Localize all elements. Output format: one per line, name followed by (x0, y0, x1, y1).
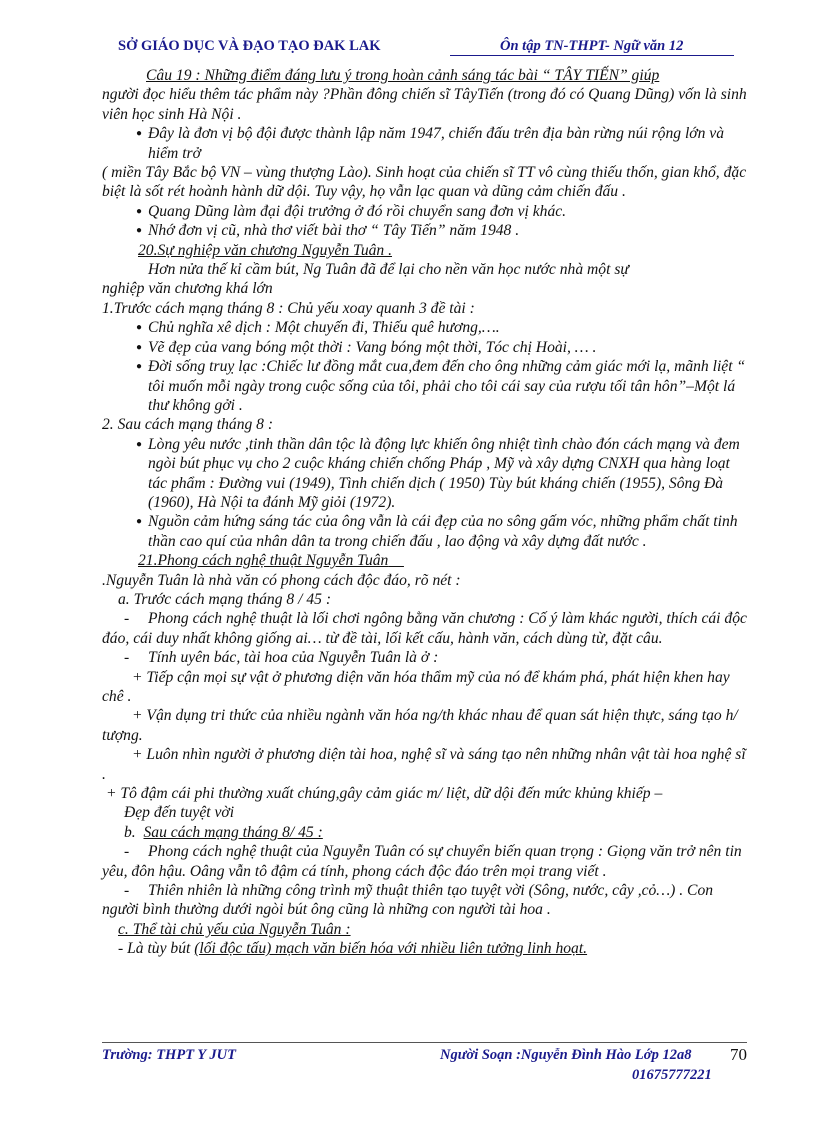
page-number: 70 (730, 1045, 747, 1064)
q20-s2-bullet-1: ● Lòng yêu nước ,tinh thần dân tộc là động lực khiến ông nhiệt tình chào đón cách mạng và đem ngòi bút phục vụ cho 2 cuộc kháng chiến chống Pháp , Mỹ và xây dựng CNXH qua hàng loạt tác phẩm : Đường vui (1949), Tình chiến dịch ( 1950) Tùy bút kháng chiến (1955), Sông Đà (1960), Hà Nội ta đánh Mỹ giỏi (1972). (102, 435, 747, 513)
q20-section-1: 1.Trước cách mạng tháng 8 : Chủ yếu xoay quanh 3 đề tài : (102, 299, 475, 317)
header-subject: Ôn tập TN-THPT- Ngữ văn 12 (450, 38, 734, 56)
q20-intro-line-2: nghiệp văn chương khá lớn (102, 280, 273, 298)
q21-section-c: c. Thể tài chủ yếu của Nguyễn Tuân : (118, 920, 351, 938)
footer-author: Người Soạn :Nguyễn Đình Hào Lớp 12a8 (440, 1047, 692, 1063)
q20-s2-bullet-2: ● Nguồn cảm hứng sáng tác của ông vẫn là cái đẹp của no sông gấm vóc, những phẩm chất tinh thần cao quí của nhân dân ta trong chiến đấu , lao động và xây dựng đất nước . (102, 512, 747, 551)
q21-section-a: a. Trước cách mạng tháng 8 / 45 : (118, 590, 332, 608)
q21-intro: .Nguyễn Tuân là nhà văn có phong cách độc đáo, rõ nét : (102, 571, 461, 589)
document-body (102, 66, 747, 959)
footer-rule (102, 1042, 747, 1043)
q21-a-plus-1: + Tiếp cận mọi sự vật ở phương diện văn hóa thẩm mỹ của nó để khám phá, phát hiện khen hay chê . (102, 668, 730, 705)
q19-title: Câu 19 : Những điểm đáng lưu ý trong hoàn cảnh sáng tác bài “ TÂY TIẾN” giúp (146, 67, 660, 84)
q21-a-plus-2: + Vận dụng tri thức của nhiều ngành văn hóa ng/th khác nhau để quan sát hiện thực, sáng tạo h/ tượng. (102, 707, 738, 744)
q21-b-dash-2: - Thiên nhiên là những công trình mỹ thuật thiên tạo tuyệt vời (Sông, nước, cây ,cỏ…) . Con người bình thường dưới ngòi bút ông cũng là những con người tài hoa . (102, 882, 714, 919)
q21-a-dash-1: - Phong cách nghệ thuật là lối chơi ngông bằng văn chương : Cố ý làm khác người, thích cái độc đáo, cái duy nhất không giống ai… từ đề tài, lối kết cấu, hành văn, cách dùng từ, đặt câu. (102, 610, 747, 647)
q21-section-b: b. Sau cách mạng tháng 8/ 45 : (124, 823, 323, 841)
q20-section-2: 2. Sau cách mạng tháng 8 : (102, 416, 274, 434)
q20-intro (102, 260, 747, 279)
q19-bullet-1: ● Đây là đơn vị bộ đội được thành lập năm 1947, chiến đấu trên địa bàn rừng núi rộng lớn và hiểm trở (102, 124, 747, 163)
q19-bullet-2: ● Quang Dũng làm đại đội trưởng ở đó rồi chuyển sang đơn vị khác. (102, 202, 747, 221)
header-organization: SỞ GIÁO DỤC VÀ ĐẠO TẠO ĐAK LAK (118, 38, 381, 54)
q21-b-dash-1: - Phong cách nghệ thuật của Nguyễn Tuân có sự chuyển biến quan trọng : Giọng văn trở nên tin yêu, đôn hậu. Oâng vẫn tô đậm cá tính, phong cách độc đáo trên mọi trang viết . (102, 843, 742, 880)
q21-a-dash-2: - Tính uyên bác, tài hoa của Nguyễn Tuân là ở : (102, 648, 747, 667)
q20-s1-bullet-3: ● Đời sống truỵ lạc :Chiếc lư đồng mắt cua,đem đến cho ông những cảm giác mới lạ, mãnh liệt “ tôi muốn mỗi ngày trong cuộc sống của tôi, phải cho tôi cái say của rượu tối tân hôn”–Một lá thư không gởi . (102, 357, 747, 415)
footer-phone: 01675777221 (632, 1067, 712, 1083)
q20-s1-bullet-1: ● Chủ nghĩa xê dịch : Một chuyến đi, Thiếu quê hương,…. (102, 318, 747, 337)
q19-paragraph: ( miền Tây Bắc bộ VN – vùng thượng Lào). Sinh hoạt của chiến sĩ TT vô cùng thiếu thốn, gian khổ, đặc biệt là sốt rét hoành hành dữ dội. Tuy vậy, họ vẫn lạc quan và dũng cảm chiến đấu . (102, 164, 747, 201)
q19-continuation: người đọc hiểu thêm tác phẩm này ?Phần đông chiến sĩ TâyTiến (trong đó có Quang Dũng) vốn là sinh viên học sinh Hà Nội . (102, 86, 747, 123)
q20-title: 20.Sự nghiệp văn chương Nguyễn Tuân . (138, 241, 393, 259)
q21-title: 21.Phong cách nghệ thuật Nguyễn Tuân (138, 552, 389, 570)
footer-school: Trường: THPT Y JUT (102, 1047, 236, 1063)
q21-a-plus-3: + Luôn nhìn người ở phương diện tài hoa, nghệ sĩ và sáng tạo nên những nhân vật tài hoa nghệ sĩ . (102, 746, 746, 783)
q21-a-plus-4-line-1: + Tô đậm cái phi thường xuất chúng,gây cảm giác m/ liệt, dữ dội đến mức khủng khiếp – (106, 785, 663, 803)
q21-c-dash-1: - Là tùy bút (lối độc tấu) mạch văn biến hóa với nhiều liên tưởng linh hoạt. (118, 940, 588, 958)
q21-a-plus-4-line-2: Đẹp đến tuyệt vời (124, 804, 235, 822)
q20-intro-line-1: Hơn nửa thế kỉ cầm bút, Ng Tuân đã để lại cho nền văn học nước nhà một sự (148, 261, 629, 279)
q20-s1-bullet-2: ● Vẽ đẹp của vang bóng một thời : Vang bóng một thời, Tóc chị Hoài, … . (102, 338, 747, 357)
q19-bullet-3: ● Nhớ đơn vị cũ, nhà thơ viết bài thơ “ Tây Tiến” năm 1948 . (102, 221, 747, 240)
